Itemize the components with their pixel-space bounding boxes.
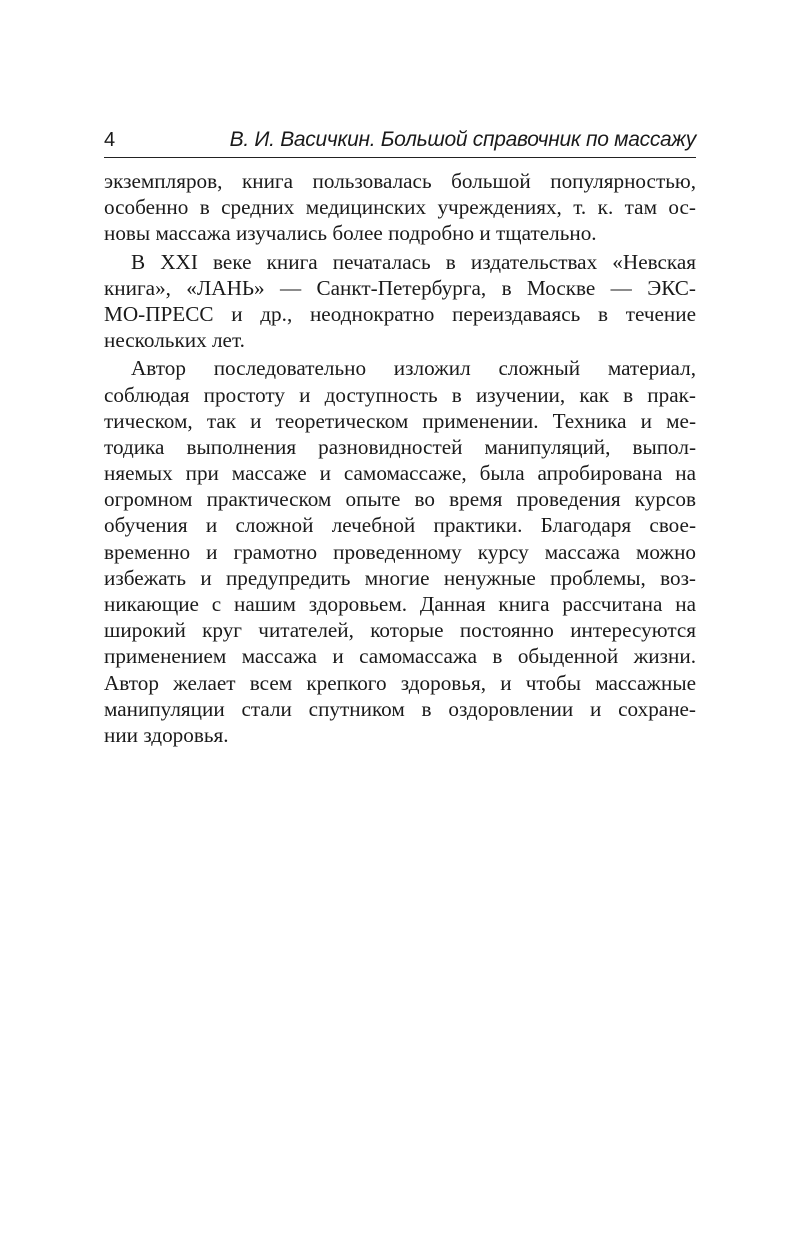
text-line: никающие с нашим здоровьем. Данная книга рассчитана на: [104, 592, 696, 616]
text-line: МО-ПРЕСС и др., неоднократно переиздаваясь в течение: [104, 301, 696, 326]
text-line: соблюдая простоту и доступность в изучении, как в прак-: [104, 382, 696, 407]
text-line: манипуляции стали спутником в оздоровлении и сохране-: [104, 696, 696, 721]
body-text: [104, 168, 696, 748]
text-line: широкий круг читателей, которые постоянно интересуются: [104, 618, 696, 643]
text-line: временно и грамотно проведенному курсу массажа можно: [104, 539, 696, 564]
text-line: В XXI веке книга печаталась в издательствах «Невская: [131, 249, 696, 274]
paragraph-author: [104, 355, 696, 748]
paragraph-publishers: [104, 249, 696, 354]
text-line: Автор желает всем крепкого здоровья, и чтобы массажные: [104, 670, 696, 695]
text-line: огромном практическом опыте во время проведения курсов: [104, 487, 696, 512]
text-line: нескольких лет.: [104, 328, 245, 353]
text-line: экземпляров, книга пользовалась большой популярностью,: [104, 169, 696, 193]
text-line: избежать и предупредить многие ненужные проблемы, воз-: [104, 565, 696, 590]
text-line: няемых при массаже и самомассаже, была апробирована на: [104, 461, 696, 486]
text-line: новы массажа изучались более подробно и тщательно.: [104, 221, 597, 246]
text-line: Автор последовательно изложил сложный материал,: [131, 356, 696, 381]
header-rule: [104, 157, 696, 158]
text-line: нии здоровья.: [104, 722, 229, 747]
text-line: тическом, так и теоретическом применении. Техника и ме-: [104, 408, 696, 433]
text-line: тодика выполнения разновидностей манипуляций, выпол-: [104, 434, 696, 459]
text-line: книга», «ЛАНЬ» — Санкт-Петербурга, в Москве — ЭКС-: [104, 275, 696, 300]
text-line: обучения и сложной лечебной практики. Благодаря свое-: [104, 513, 696, 538]
page-number: 4: [104, 129, 116, 151]
text-line: применением массажа и самомассажа в обыденной жизни.: [104, 644, 696, 669]
paragraph-continuation: [104, 168, 696, 247]
text-line: особенно в средних медицинских учреждениях, т. к. там ос-: [104, 195, 696, 220]
running-title: В. И. Васичкин. Большой справочник по массажу: [229, 128, 696, 151]
